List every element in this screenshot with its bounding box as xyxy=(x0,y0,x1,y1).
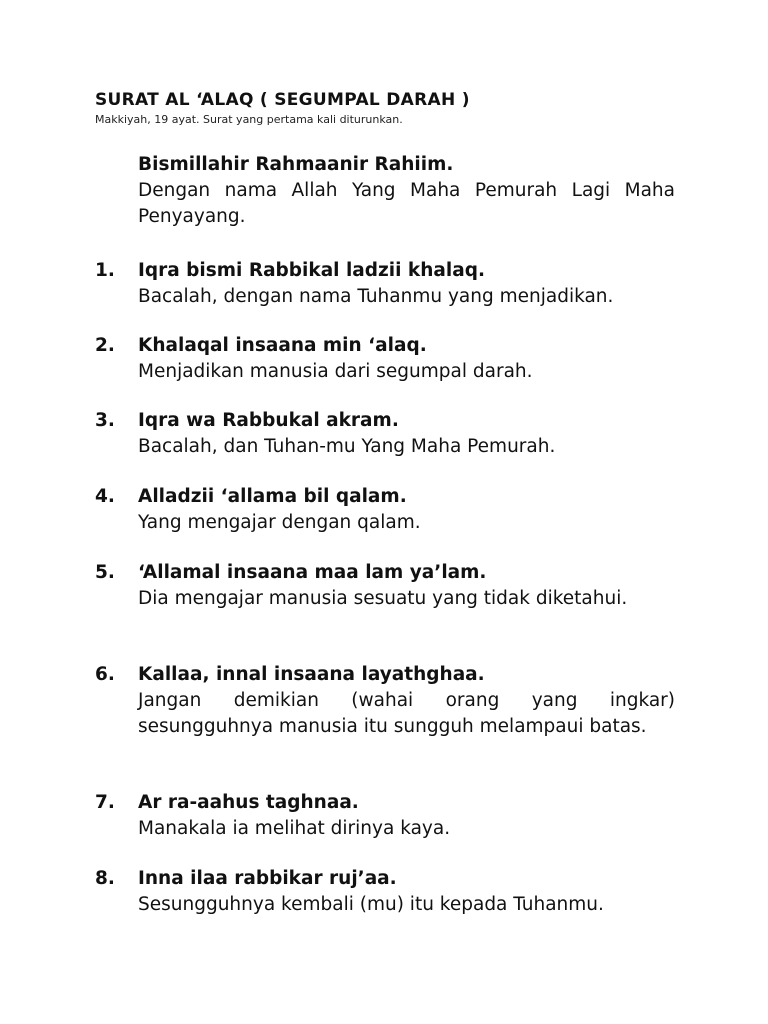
verse-4 xyxy=(95,484,675,536)
verse-translation: Manakala ia melihat dirinya kaya. xyxy=(138,818,451,839)
verse-2 xyxy=(95,333,675,385)
verse-number: 8. xyxy=(95,868,115,889)
verse-arabic: ‘Allamal insaana maa lam ya’lam. xyxy=(138,562,487,583)
verse-arabic: Ar ra-aahus taghnaa. xyxy=(138,792,359,813)
verse-number: 5. xyxy=(95,562,115,583)
document-subtitle: Makkiyah, 19 ayat. Surat yang pertama kali diturunkan. xyxy=(95,113,403,126)
document-title: SURAT AL ‘ALAQ ( SEGUMPAL DARAH ) xyxy=(95,90,470,110)
verse-translation: Jangan demikian (wahai orang yang ingkar) sesungguhnya manusia itu sungguh melampaui batas. xyxy=(138,690,675,737)
verse-number: 3. xyxy=(95,410,115,431)
verse-1 xyxy=(95,258,675,310)
verse-arabic: Iqra bismi Rabbikal ladzii khalaq. xyxy=(138,260,485,281)
verse-3 xyxy=(95,408,675,460)
verse-6 xyxy=(95,662,675,740)
verse-number: 6. xyxy=(95,664,115,685)
verse-arabic: Iqra wa Rabbukal akram. xyxy=(138,410,399,431)
verse-translation: Bacalah, dengan nama Tuhanmu yang menjadikan. xyxy=(138,286,614,307)
verse-translation: Menjadikan manusia dari segumpal darah. xyxy=(138,361,533,382)
verse-8 xyxy=(95,866,675,918)
verse-translation: Sesungguhnya kembali (mu) itu kepada Tuhanmu. xyxy=(138,894,604,915)
verse-5 xyxy=(95,560,675,612)
verse-arabic: Inna ilaa rabbikar ruj’aa. xyxy=(138,868,397,889)
basmalah-arabic: Bismillahir Rahmaanir Rahiim. xyxy=(138,154,454,175)
verse-arabic: Alladzii ‘allama bil qalam. xyxy=(138,486,407,507)
verse-arabic: Kallaa, innal insaana layathghaa. xyxy=(138,664,485,685)
verse-translation: Bacalah, dan Tuhan-mu Yang Maha Pemurah. xyxy=(138,436,556,457)
verse-7 xyxy=(95,790,675,842)
verse-number: 7. xyxy=(95,792,115,813)
basmalah xyxy=(95,152,675,230)
verse-translation: Yang mengajar dengan qalam. xyxy=(138,512,421,533)
verse-arabic: Khalaqal insaana min ‘alaq. xyxy=(138,335,427,356)
basmalah-translation: Dengan nama Allah Yang Maha Pemurah Lagi Maha Penyayang. xyxy=(138,180,675,227)
verse-number: 1. xyxy=(95,260,115,281)
verse-translation: Dia mengajar manusia sesuatu yang tidak diketahui. xyxy=(138,588,628,609)
verse-number: 2. xyxy=(95,335,115,356)
verse-number: 4. xyxy=(95,486,115,507)
